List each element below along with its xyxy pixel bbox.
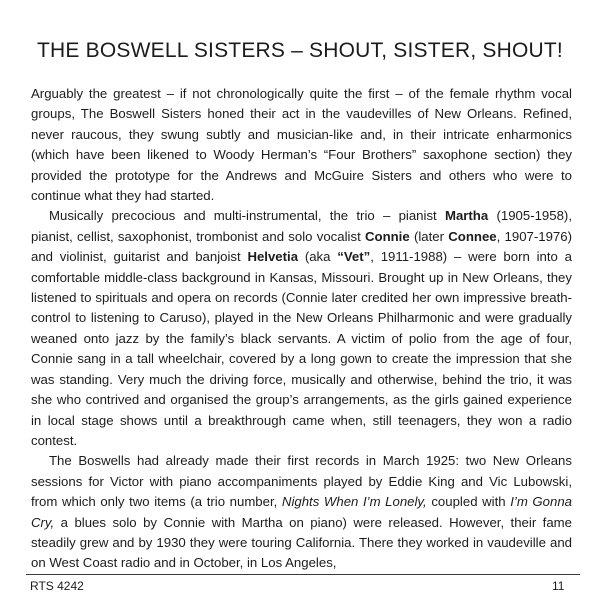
article-body (31, 84, 572, 574)
bold-name: Helvetia (247, 249, 299, 265)
paragraph-2 (31, 206, 572, 451)
page-number: 11 (552, 579, 565, 593)
text-run: (1905-1958), pianist, cellist, saxophonist, trombonist and solo vocalist (31, 208, 572, 244)
catalog-number: RTS 4242 (30, 579, 84, 593)
text-run: (later (409, 228, 449, 244)
text-run: Musically precocious and multi-instrumental, the trio – pianist (49, 208, 445, 224)
bold-name: Connie (364, 228, 410, 244)
bold-name: Martha (444, 208, 489, 224)
song-title: I’m Gonna Cry, (31, 494, 573, 530)
paragraph-3 (31, 451, 572, 573)
text-run: , 1907-1976) and violinist, guitarist and banjoist (31, 228, 572, 265)
text-run: , 1911-1988) – were born into a comfortable middle-class background in Kansas, Missouri. Brought up in New Orleans, they listened to spirituals and opera on records (Connie later credited her own impressive breath-control to listening to Caruso), played in the New Orleans Philharmonic and were gradually weaned onto jazz by the family’s black servants. A victim of polio from the age of four, Connie sang in a tall wheelchair, covered by a long gown to create the impression that she was standing. Very much the driving force, musically and otherwise, behind the trio, it was she who contrived and organised the group’s arrangements, as the girls gained experience in local stage shows until a breakthrough came when, still teenagers, they won a radio contest. (31, 249, 572, 448)
footer-rule (26, 574, 580, 575)
bold-name: “Vet” (337, 249, 371, 265)
bold-name: Connee (448, 228, 497, 244)
page-title: THE BOSWELL SISTERS – SHOUT, SISTER, SHOUT! (37, 39, 563, 62)
text-run: Arguably the greatest – if not chronologically quite the first – of the female rhythm vocal groups, The Boswell Sisters honed their act in the vaudevilles of New Orleans. Refined, never raucous, they swung subtly and musician-like and, in their intricate enharmonics (which have been likened to Woody Herman’s “Four Brothers” saxophone section) they provided the prototype for the Andrews and McGuire Sisters and others who were to continue what they had started. (31, 86, 572, 204)
text-run: (aka (298, 249, 338, 265)
text-run: a blues solo by Connie with Martha on piano) were released. However, their fame steadily grew and by 1930 they were touring California. There they worked in vaudeville and on West Coast radio and in October, in Los Angeles, (31, 514, 572, 571)
text-run: coupled with (426, 494, 511, 510)
paragraph-1 (31, 84, 572, 206)
song-title: Nights When I’m Lonely, (281, 494, 427, 510)
text-run: The Boswells had already made their first records in March 1925: two New Orleans sessions for Victor with piano accompaniments played by Eddie King and Vic Lubowski, from which only two items (a trio number, (31, 453, 572, 510)
